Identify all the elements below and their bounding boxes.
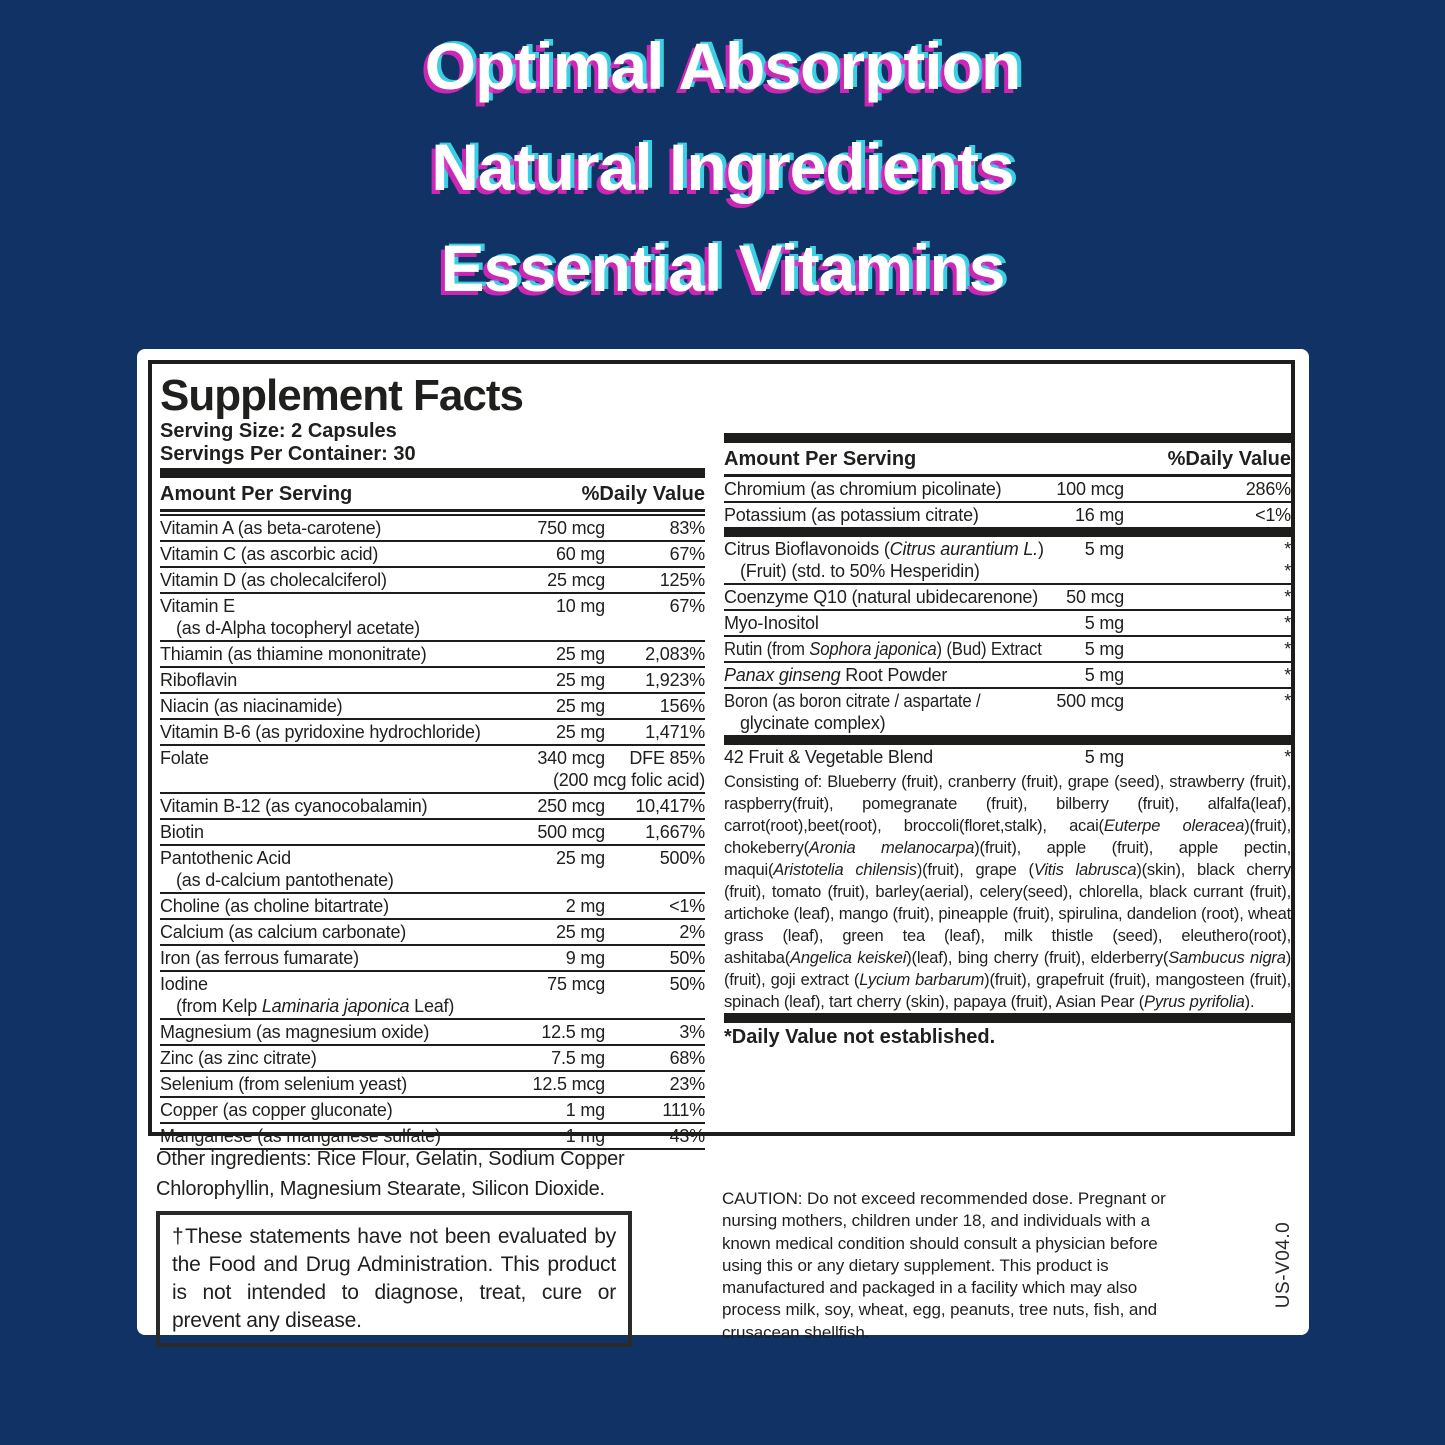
divider-bar [724,433,1291,443]
nutrient-amount: 50 mcg [1066,587,1124,607]
nutrient-dv: 68% [669,1048,705,1068]
nutrient-dv: 125% [659,570,705,590]
divider-bar [724,735,1291,745]
nutrient-dv: * [1284,539,1291,559]
nutrient-dv: 67% [669,596,705,616]
nutrient-name: Panax ginseng Root Powder [724,665,948,685]
nutrient-name: Rutin (from Sophora japonica) (Bud) Extract [724,639,1042,659]
nutrient-name: Magnesium (as magnesium oxide) [160,1022,430,1042]
nutrient-dv: <1% [669,896,705,916]
nutrient-dv: <1% [1255,505,1291,525]
nutrient-amount: 75 mcg [547,974,605,994]
nutrient-row [724,689,1291,735]
blend-description: Consisting of: Blueberry (fruit), cranberry (fruit), grape (seed), strawberry (fruit), raspberry(fruit), pomegranate (fruit), bilberry (fruit), alfalfa(leaf), carrot(root),beet(root), broccoli(floret,stalk), acai(Euterpe oleracea)(fruit), chokeberry(Aronia melanocarpa)(fruit), apple (fruit), apple pectin, maqui(Aristotelia chilensis)(fruit), grape (Vitis labrusca)(skin), black cherry (fruit), tomato (fruit), barley(aerial), celery(seed), chlorella, black currant (fruit), artichoke (leaf), mango (fruit), pineapple (fruit), spirulina, dandelion (root), wheat grass (leaf), green tea (leaf), milk thistle (seed), eleuthero(root), ashitaba(Angelica keiskei)(leaf), bing cherry (fruit), elderberry(Sambucus nigra)(fruit), goji extract (Lycium barbarum)(fruit), grapefruit (fruit), mangosteen (fruit), spinach (leaf), tart cherry (skin), papaya (fruit), Asian Pear (Pyrus pyrifolia). [724,773,1292,1011]
nutrient-dv: 286% [1245,479,1291,499]
nutrient-name: Calcium (as calcium carbonate) [160,922,407,942]
nutrient-amount: 16 mg [1074,505,1124,525]
nutrient-amount: 25 mg [555,696,605,716]
nutrient-amount: 250 mcg [537,796,605,816]
nutrient-dv: * [1284,587,1291,607]
nutrient-name: Riboflavin [160,670,238,690]
nutrient-row [724,503,1291,527]
nutrient-name: Coenzyme Q10 (natural ubidecarenone) [724,587,1038,607]
nutrient-row [724,585,1291,611]
nutrient-name: Manganese (as manganese sulfate) [160,1126,441,1146]
nutrient-name: Vitamin A (as beta-carotene) [160,518,382,538]
nutrient-amount: 25 mcg [547,570,605,590]
nutrient-dv: 111% [662,1100,705,1120]
nutrient-amount: 340 mcg [537,748,605,768]
nutrient-name: Potassium (as potassium citrate) [724,505,979,525]
nutrient-row [724,663,1291,689]
nutrient-name: Boron (as boron citrate / aspartate / [724,691,981,711]
nutrient-row [724,745,1291,769]
nutrient-amount: 5 mg [1084,539,1124,559]
nutrient-row [160,1046,705,1072]
nutrient-row [160,746,705,794]
nutrient-amount: 10 mg [555,596,605,616]
nutrient-row [160,720,705,746]
nutrient-amount: 9 mg [565,948,605,968]
facts-title: Supplement Facts [160,371,523,420]
nutrient-name: 42 Fruit & Vegetable Blend [724,747,933,767]
nutrient-row [160,946,705,972]
nutrient-amount: 1 mg [565,1100,605,1120]
nutrient-row [724,477,1291,503]
nutrient-name-line2: (200 mcg folic acid) [552,770,705,790]
nutrient-name: Iodine [160,974,208,994]
nutrient-row [160,920,705,946]
nutrient-amount: 5 mg [1084,665,1124,685]
header-daily-value: %Daily Value [581,483,705,505]
nutrient-row [160,972,705,1020]
nutrient-name-line2: (as d-Alpha tocopheryl acetate) [176,618,420,638]
nutrient-name: Choline (as choline bitartrate) [160,896,389,916]
nutrient-amount: 1 mg [565,1126,605,1146]
headline [0,16,1445,319]
other-ingredients: Other ingredients: Rice Flour, Gelatin, Sodium Copper Chlorophyllin, Magnesium Stearate, Silicon Dioxide. [156,1148,625,1200]
nutrient-dv: * [1284,691,1291,711]
serving-size: Serving Size: 2 Capsules [160,420,397,442]
nutrient-name-line2: glycinate complex) [740,713,886,733]
nutrient-row [160,1098,705,1124]
nutrient-dv: 43% [669,1126,705,1146]
nutrient-name: Chromium (as chromium picolinate) [724,479,1002,499]
nutrient-row [160,794,705,820]
nutrient-name: Vitamin B-6 (as pyridoxine hydrochloride) [160,722,481,742]
nutrient-name: Pantothenic Acid [160,848,291,868]
nutrient-amount: 25 mg [555,722,605,742]
nutrient-dv: * [1284,665,1291,685]
nutrient-amount: 60 mg [555,544,605,564]
headline-line-3: Essential Vitamins [440,231,1005,305]
nutrient-amount: 12.5 mg [541,1022,605,1042]
nutrient-amount: 2 mg [565,896,605,916]
nutrient-name: Biotin [160,822,204,842]
caution-text: CAUTION: Do not exceed recommended dose. Pregnant or nursing mothers, children under 18, and individuals with a known medical condition should consult a physician before using this or any dietary supplement. This product is manufactured and packaged in a facility which may also process milk, soy, wheat, egg, peanuts, tree nuts, fish, and crusacean shellfish. [722,1189,1166,1342]
nutrient-row [160,568,705,594]
nutrient-row [160,1072,705,1098]
nutrient-amount: 750 mcg [537,518,605,538]
nutrient-name: Folate [160,748,209,768]
nutrient-name: Vitamin D (as cholecalciferol) [160,570,387,590]
nutrient-amount: 5 mg [1084,639,1124,659]
nutrient-dv: 156% [659,696,705,716]
nutrient-row [160,642,705,668]
left-nutrient-rows [160,516,705,1150]
right-nutrient-rows-minerals [724,477,1291,527]
nutrient-amount: 500 mcg [1056,691,1124,711]
nutrient-name-line2: (Fruit) (std. to 50% Hesperidin) [740,561,980,581]
nutrient-dv: 23% [669,1074,705,1094]
header-daily-value: %Daily Value [1167,448,1291,470]
nutrient-row [724,537,1291,585]
supplement-label [137,349,1309,1342]
nutrient-dv: 1,471% [645,722,705,742]
nutrient-dv: * [1284,613,1291,633]
nutrient-row [160,894,705,920]
nutrient-amount: 25 mg [555,848,605,868]
divider-bar [160,468,705,478]
nutrient-name: Niacin (as niacinamide) [160,696,343,716]
nutrient-name: Vitamin C (as ascorbic acid) [160,544,379,564]
column-header [724,443,1291,474]
fda-disclaimer-box [156,1211,632,1347]
nutrient-name: Iron (as ferrous fumarate) [160,948,359,968]
nutrient-amount: 500 mcg [537,822,605,842]
nutrient-dv: 500% [659,848,705,868]
nutrient-row [160,542,705,568]
nutrient-dv: * [1284,747,1291,767]
nutrient-name: Vitamin E [160,596,235,616]
nutrient-amount: 25 mg [555,922,605,942]
version-code: US-V04.0 [1273,1221,1294,1309]
daily-value-footnote: *Daily Value not established. [724,1026,996,1048]
nutrient-name-line2: (from Kelp Laminaria japonica Leaf) [176,996,455,1016]
nutrient-row [160,694,705,720]
nutrient-row [160,594,705,642]
nutrient-amount: 12.5 mcg [532,1074,605,1094]
nutrient-dv: 2% [679,922,705,942]
nutrient-dv: DFE 85% [629,748,705,768]
facts-right-column [724,364,1291,1048]
nutrient-row [160,516,705,542]
nutrient-dv: 67% [669,544,705,564]
supplement-facts-box [148,360,1295,1146]
nutrient-row [724,611,1291,637]
nutrient-amount: 5 mg [1084,747,1124,767]
nutrient-name: Thiamin (as thiamine mononitrate) [160,644,427,664]
facts-left-column [160,368,705,1150]
nutrient-amount: 25 mg [555,644,605,664]
headline-line-1: Optimal Absorption [424,29,1021,103]
nutrient-row [160,1020,705,1046]
fda-disclaimer-text: †These statements have not been evaluated by the Food and Drug Administration. This product is not intended to diagnose, treat, cure or prevent any disease. [172,1225,616,1332]
nutrient-row [160,820,705,846]
nutrient-row [160,846,705,894]
divider-bar [724,527,1291,537]
nutrient-dv: 3% [679,1022,705,1042]
blend-row [724,745,1291,769]
double-rule [160,509,705,516]
column-header [160,478,705,509]
nutrient-dv: 1,667% [645,822,705,842]
nutrient-dv: 10,417% [635,796,705,816]
nutrient-dv: * [1284,561,1291,581]
right-nutrient-rows-botanicals [724,537,1291,735]
header-amount: Amount Per Serving [724,448,917,470]
divider-bar [724,1013,1291,1023]
servings-per-container: Servings Per Container: 30 [160,443,416,465]
nutrient-name: Copper (as copper gluconate) [160,1100,393,1120]
nutrient-dv: 83% [669,518,705,538]
nutrient-dv: 1,923% [645,670,705,690]
nutrient-dv: 2,083% [645,644,705,664]
nutrient-amount: 7.5 mg [551,1048,605,1068]
header-amount: Amount Per Serving [160,483,353,505]
nutrient-row [160,668,705,694]
nutrient-amount: 5 mg [1084,613,1124,633]
nutrient-name: Myo-Inositol [724,613,819,633]
nutrient-dv: 50% [669,948,705,968]
nutrient-amount: 25 mg [555,670,605,690]
nutrient-amount: 100 mcg [1056,479,1124,499]
nutrient-name: Citrus Bioflavonoids (Citrus aurantium L.) [724,539,1044,559]
nutrient-name-line2: (as d-calcium pantothenate) [176,870,394,890]
nutrient-name: Zinc (as zinc citrate) [160,1048,317,1068]
headline-line-2: Natural Ingredients [431,130,1014,204]
nutrient-name: Vitamin B-12 (as cyanocobalamin) [160,796,428,816]
nutrient-dv: * [1284,639,1291,659]
nutrient-dv: 50% [669,974,705,994]
nutrient-name: Selenium (from selenium yeast) [160,1074,408,1094]
nutrient-row [724,637,1291,663]
